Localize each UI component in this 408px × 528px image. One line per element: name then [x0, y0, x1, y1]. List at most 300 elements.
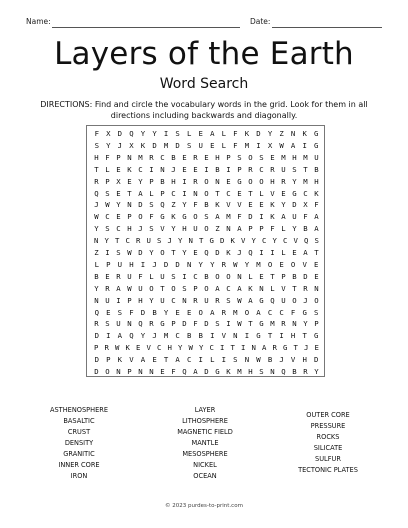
grid-letter: A: [193, 367, 198, 376]
grid-letter: A: [314, 212, 319, 222]
grid-letter: S: [215, 319, 220, 329]
grid-letter: T: [171, 248, 176, 257]
grid-letter: I: [302, 140, 307, 150]
grid-letter: K: [226, 367, 231, 376]
grid-letter: T: [314, 248, 319, 257]
grid-letter: N: [251, 343, 256, 353]
grid-letter: A: [237, 283, 242, 293]
grid-letter: M: [226, 212, 231, 222]
grid-letter: U: [160, 295, 165, 305]
grid-letter: J: [171, 164, 176, 174]
grid-letter: P: [106, 259, 111, 269]
grid-letter: K: [140, 140, 146, 150]
grid-letter: O: [259, 176, 264, 186]
grid-letter: F: [270, 224, 275, 234]
grid-letter: D: [292, 200, 297, 210]
grid-letter: U: [281, 295, 286, 305]
vocabulary-word: SULFUR: [315, 455, 341, 463]
grid-letter: Y: [272, 236, 277, 246]
grid-letter: O: [193, 212, 198, 222]
grid-letter: H: [171, 176, 176, 186]
grid-letter: G: [259, 319, 264, 329]
grid-letter: E: [186, 307, 192, 317]
grid-letter: Y: [149, 248, 154, 257]
grid-letter: Y: [182, 200, 187, 210]
grid-letter: O: [248, 152, 253, 162]
grid-letter: J: [152, 331, 157, 341]
grid-letter: M: [270, 319, 275, 329]
grid-letter: C: [105, 212, 110, 222]
grid-letter: X: [267, 140, 273, 150]
grid-letter: Y: [281, 200, 286, 210]
grid-letter: T: [230, 343, 235, 353]
grid-letter: D: [182, 319, 187, 329]
grid-letter: Y: [149, 295, 154, 305]
vocabulary-word: PRESSURE: [310, 422, 346, 430]
grid-letter: P: [116, 152, 121, 162]
grid-letter: D: [94, 331, 99, 341]
grid-letter: X: [303, 200, 308, 210]
grid-letter: C: [283, 236, 288, 246]
vocabulary-word: MAGNETIC FIELD: [177, 428, 233, 436]
grid-letter: S: [292, 164, 297, 174]
grid-letter: K: [248, 283, 253, 293]
grid-letter: E: [270, 152, 275, 162]
grid-letter: L: [210, 355, 215, 365]
vocabulary-word: CRUST: [67, 428, 91, 436]
grid-letter: F: [171, 367, 176, 376]
grid-letter: H: [270, 176, 275, 186]
grid-letter: D: [138, 248, 143, 257]
grid-letter: T: [115, 236, 120, 246]
grid-letter: G: [209, 236, 214, 246]
grid-letter: N: [127, 319, 132, 329]
grid-letter: U: [204, 295, 209, 305]
grid-letter: L: [221, 129, 227, 138]
grid-letter: E: [193, 248, 198, 257]
grid-letter: R: [303, 367, 308, 376]
grid-letter: U: [146, 236, 151, 246]
grid-letter: Z: [215, 224, 220, 234]
grid-letter: S: [157, 236, 162, 246]
grid-letter: K: [270, 200, 275, 210]
grid-letter: S: [259, 367, 264, 376]
grid-letter: E: [292, 248, 297, 257]
grid-letter: W: [188, 343, 193, 353]
grid-letter: Q: [129, 129, 134, 138]
grid-letter: N: [237, 271, 242, 281]
grid-letter: O: [314, 295, 319, 305]
grid-letter: V: [160, 224, 165, 234]
grid-letter: Q: [138, 319, 143, 329]
grid-letter: T: [303, 164, 308, 174]
grid-letter: D: [140, 307, 146, 317]
grid-letter: O: [292, 295, 297, 305]
grid-letter: E: [259, 200, 264, 210]
grid-letter: H: [215, 152, 220, 162]
grid-letter: K: [270, 212, 275, 222]
grid-letter: Q: [281, 367, 286, 376]
grid-letter: B: [292, 271, 297, 281]
vocabulary-word: GRANITIC: [63, 450, 95, 458]
grid-letter: I: [270, 248, 275, 257]
grid-letter: O: [160, 248, 165, 257]
grid-letter: E: [198, 129, 203, 138]
grid-letter: P: [193, 283, 198, 293]
vocabulary-word: DENSITY: [64, 439, 94, 447]
grid-letter: F: [105, 152, 110, 162]
grid-letter: I: [182, 271, 187, 281]
grid-letter: G: [160, 212, 165, 222]
grid-letter: W: [279, 140, 284, 150]
grid-letter: E: [226, 176, 231, 186]
grid-letter: A: [237, 224, 242, 234]
grid-letter: N: [314, 283, 319, 293]
grid-letter: K: [127, 164, 132, 174]
vocabulary-word: LITHOSPHERE: [182, 417, 228, 425]
grid-letter: S: [94, 140, 99, 150]
grid-letter: T: [199, 236, 204, 246]
grid-letter: T: [302, 331, 307, 341]
grid-letter: I: [259, 248, 264, 257]
grid-letter: Y: [303, 319, 308, 329]
grid-letter: V: [270, 188, 275, 198]
grid-letter: L: [149, 188, 154, 198]
grid-letter: N: [94, 295, 99, 305]
grid-letter: U: [292, 212, 297, 222]
vocabulary-word: NICKEL: [193, 461, 217, 469]
grid-letter: E: [106, 307, 111, 317]
grid-letter: S: [237, 152, 242, 162]
grid-letter: N: [215, 176, 220, 186]
grid-letter: F: [193, 319, 198, 329]
grid-letter: R: [94, 176, 99, 186]
grid-letter: D: [248, 212, 253, 222]
grid-letter: M: [163, 331, 169, 341]
grid-letter: D: [94, 367, 99, 376]
grid-letter: V: [129, 355, 134, 365]
grid-letter: B: [204, 271, 209, 281]
vocabulary-word: SILICATE: [313, 444, 343, 452]
grid-letter: C: [171, 188, 176, 198]
grid-letter: N: [244, 355, 250, 365]
grid-letter: W: [115, 343, 120, 353]
grid-letter: A: [215, 283, 220, 293]
grid-letter: P: [105, 176, 110, 186]
grid-letter: F: [138, 271, 143, 281]
grid-letter: W: [105, 200, 110, 210]
grid-letter: T: [292, 283, 297, 293]
grid-letter: G: [314, 129, 319, 138]
grid-letter: Y: [104, 236, 109, 246]
vocabulary-word: ASTHENOSPHERE: [49, 406, 108, 414]
grid-letter: P: [259, 224, 264, 234]
grid-letter: U: [138, 283, 143, 293]
grid-letter: Z: [171, 200, 176, 210]
grid-letter: U: [281, 164, 286, 174]
word-list-column-1: [34, 405, 124, 482]
grid-letter: L: [259, 188, 264, 198]
grid-row: [87, 365, 326, 378]
grid-letter: P: [248, 224, 253, 234]
grid-letter: O: [198, 307, 203, 317]
grid-letter: D: [138, 200, 143, 210]
grid-letter: J: [167, 236, 172, 246]
grid-letter: H: [127, 224, 132, 234]
grid-letter: S: [116, 248, 121, 257]
grid-letter: V: [293, 236, 298, 246]
grid-letter: R: [281, 176, 286, 186]
grid-letter: Y: [199, 343, 204, 353]
grid-letter: M: [281, 152, 286, 162]
grid-letter: P: [237, 164, 242, 174]
grid-letter: U: [198, 140, 203, 150]
grid-letter: A: [210, 129, 215, 138]
grid-letter: W: [237, 319, 242, 329]
grid-letter: Y: [182, 248, 187, 257]
grid-letter: P: [160, 188, 165, 198]
grid-letter: S: [204, 212, 209, 222]
grid-letter: O: [105, 367, 110, 376]
grid-letter: O: [204, 188, 209, 198]
grid-letter: C: [175, 331, 180, 341]
grid-letter: U: [160, 271, 165, 281]
grid-letter: K: [226, 248, 231, 257]
grid-letter: M: [233, 307, 238, 317]
vocabulary-word: MANTLE: [191, 439, 219, 447]
grid-letter: D: [152, 140, 157, 150]
grid-letter: M: [163, 140, 169, 150]
grid-letter: C: [160, 152, 165, 162]
grid-letter: Q: [304, 236, 309, 246]
grid-letter: E: [281, 188, 286, 198]
grid-letter: G: [314, 140, 319, 150]
grid-letter: N: [138, 367, 143, 376]
grid-letter: Y: [138, 176, 143, 186]
grid-letter: M: [303, 176, 308, 186]
grid-letter: O: [171, 283, 176, 293]
grid-letter: I: [220, 343, 225, 353]
grid-letter: L: [281, 248, 286, 257]
grid-letter: K: [230, 236, 235, 246]
grid-letter: V: [226, 200, 231, 210]
grid-letter: W: [127, 283, 132, 293]
grid-letter: E: [204, 152, 209, 162]
grid-letter: E: [152, 355, 157, 365]
grid-letter: I: [210, 331, 215, 341]
grid-letter: N: [160, 164, 165, 174]
grid-letter: A: [215, 212, 220, 222]
grid-letter: I: [226, 319, 231, 329]
grid-letter: G: [292, 188, 297, 198]
grid-letter: B: [303, 224, 308, 234]
grid-letter: W: [237, 295, 242, 305]
grid-letter: B: [171, 152, 176, 162]
grid-letter: I: [182, 176, 187, 186]
grid-letter: M: [256, 259, 261, 269]
grid-letter: D: [204, 367, 209, 376]
grid-letter: R: [221, 259, 227, 269]
word-list-column-2: [160, 405, 250, 482]
grid-letter: O: [290, 259, 296, 269]
grid-letter: H: [314, 176, 319, 186]
grid-letter: F: [149, 212, 154, 222]
grid-letter: G: [259, 295, 264, 305]
grid-letter: N: [149, 367, 154, 376]
grid-letter: A: [262, 343, 267, 353]
grid-letter: J: [94, 200, 99, 210]
grid-letter: C: [267, 307, 273, 317]
grid-letter: Y: [210, 259, 215, 269]
grid-letter: G: [182, 212, 187, 222]
grid-letter: S: [171, 271, 176, 281]
grid-letter: E: [182, 152, 187, 162]
grid-letter: N: [94, 236, 99, 246]
grid-letter: A: [138, 188, 143, 198]
grid-letter: D: [204, 319, 209, 329]
grid-letter: R: [193, 295, 198, 305]
vocabulary-word: ROCKS: [316, 433, 340, 441]
grid-letter: X: [106, 129, 111, 138]
grid-letter: Z: [94, 248, 99, 257]
grid-letter: V: [290, 355, 296, 365]
grid-letter: V: [241, 236, 246, 246]
grid-letter: N: [226, 224, 231, 234]
grid-letter: O: [267, 259, 273, 269]
grid-letter: Y: [251, 236, 256, 246]
vocabulary-word: BASALTIC: [63, 417, 95, 425]
grid-letter: E: [175, 307, 180, 317]
grid-letter: K: [125, 343, 130, 353]
grid-letter: L: [105, 164, 110, 174]
grid-letter: T: [94, 164, 99, 174]
grid-letter: C: [279, 307, 284, 317]
date-label: Date:: [250, 17, 271, 26]
grid-letter: J: [117, 140, 123, 150]
grid-letter: A: [175, 355, 180, 365]
grid-letter: K: [117, 355, 123, 365]
grid-letter: L: [248, 271, 253, 281]
grid-letter: A: [303, 248, 308, 257]
grid-letter: L: [221, 140, 227, 150]
grid-letter: U: [193, 224, 198, 234]
grid-letter: C: [116, 224, 121, 234]
grid-letter: S: [233, 355, 238, 365]
grid-letter: U: [105, 295, 110, 305]
grid-letter: D: [256, 129, 261, 138]
grid-letter: Y: [292, 176, 297, 186]
grid-letter: B: [314, 164, 319, 174]
grid-letter: B: [186, 331, 192, 341]
grid-letter: E: [279, 259, 284, 269]
grid-letter: Y: [178, 236, 183, 246]
grid-letter: S: [186, 140, 192, 150]
grid-letter: M: [244, 140, 250, 150]
grid-letter: O: [138, 212, 143, 222]
grid-letter: N: [186, 259, 192, 269]
grid-letter: P: [94, 343, 99, 353]
grid-letter: K: [215, 200, 220, 210]
grid-letter: S: [259, 152, 264, 162]
grid-letter: B: [267, 355, 273, 365]
grid-letter: Y: [140, 129, 146, 138]
grid-letter: U: [127, 271, 132, 281]
grid-letter: F: [290, 307, 296, 317]
grid-letter: C: [193, 271, 198, 281]
grid-letter: V: [146, 343, 151, 353]
grid-letter: N: [127, 152, 132, 162]
grid-letter: Y: [198, 259, 203, 269]
word-list-column-3: [278, 410, 378, 476]
grid-letter: V: [281, 283, 286, 293]
grid-letter: S: [175, 129, 180, 138]
grid-letter: Q: [270, 295, 275, 305]
grid-letter: Q: [182, 367, 187, 376]
grid-letter: U: [314, 152, 319, 162]
grid-letter: T: [127, 188, 132, 198]
grid-letter: E: [116, 212, 121, 222]
grid-letter: P: [314, 319, 319, 329]
grid-letter: J: [152, 259, 157, 269]
grid-letter: N: [193, 188, 198, 198]
grid-letter: L: [281, 224, 286, 234]
footer-credit: © 2023 purdes-to-print.com: [165, 503, 243, 509]
grid-letter: R: [272, 343, 277, 353]
grid-letter: H: [129, 259, 134, 269]
grid-letter: D: [220, 236, 225, 246]
grid-letter: E: [314, 271, 319, 281]
grid-letter: F: [233, 129, 238, 138]
grid-letter: F: [94, 129, 99, 138]
grid-letter: A: [116, 283, 121, 293]
grid-letter: I: [163, 129, 169, 138]
grid-letter: R: [281, 319, 286, 329]
grid-letter: M: [237, 367, 242, 376]
grid-letter: U: [116, 319, 121, 329]
grid-letter: O: [215, 271, 220, 281]
grid-letter: M: [303, 152, 308, 162]
grid-letter: N: [233, 331, 238, 341]
grid-letter: D: [117, 129, 123, 138]
grid-letter: Y: [152, 129, 157, 138]
grid-letter: J: [303, 295, 308, 305]
grid-letter: I: [105, 248, 110, 257]
grid-letter: H: [302, 355, 307, 365]
grid-letter: R: [270, 164, 275, 174]
grid-letter: Y: [292, 224, 297, 234]
vocabulary-word: IRON: [70, 472, 88, 480]
grid-letter: J: [304, 343, 309, 353]
grid-letter: F: [314, 200, 319, 210]
grid-letter: G: [283, 343, 288, 353]
grid-letter: N: [270, 367, 275, 376]
grid-letter: C: [138, 164, 143, 174]
grid-letter: K: [314, 188, 319, 198]
grid-letter: X: [116, 176, 121, 186]
grid-letter: I: [221, 355, 227, 365]
page-subtitle: Word Search: [159, 76, 249, 92]
grid-letter: D: [314, 355, 319, 365]
grid-letter: G: [302, 307, 307, 317]
vocabulary-word: OCEAN: [193, 472, 217, 480]
grid-letter: I: [106, 331, 111, 341]
grid-letter: Q: [248, 248, 253, 257]
vocabulary-word: LAYER: [194, 406, 216, 414]
grid-letter: C: [303, 188, 308, 198]
grid-letter: R: [149, 152, 154, 162]
grid-letter: Q: [204, 248, 209, 257]
name-line: [52, 27, 240, 28]
